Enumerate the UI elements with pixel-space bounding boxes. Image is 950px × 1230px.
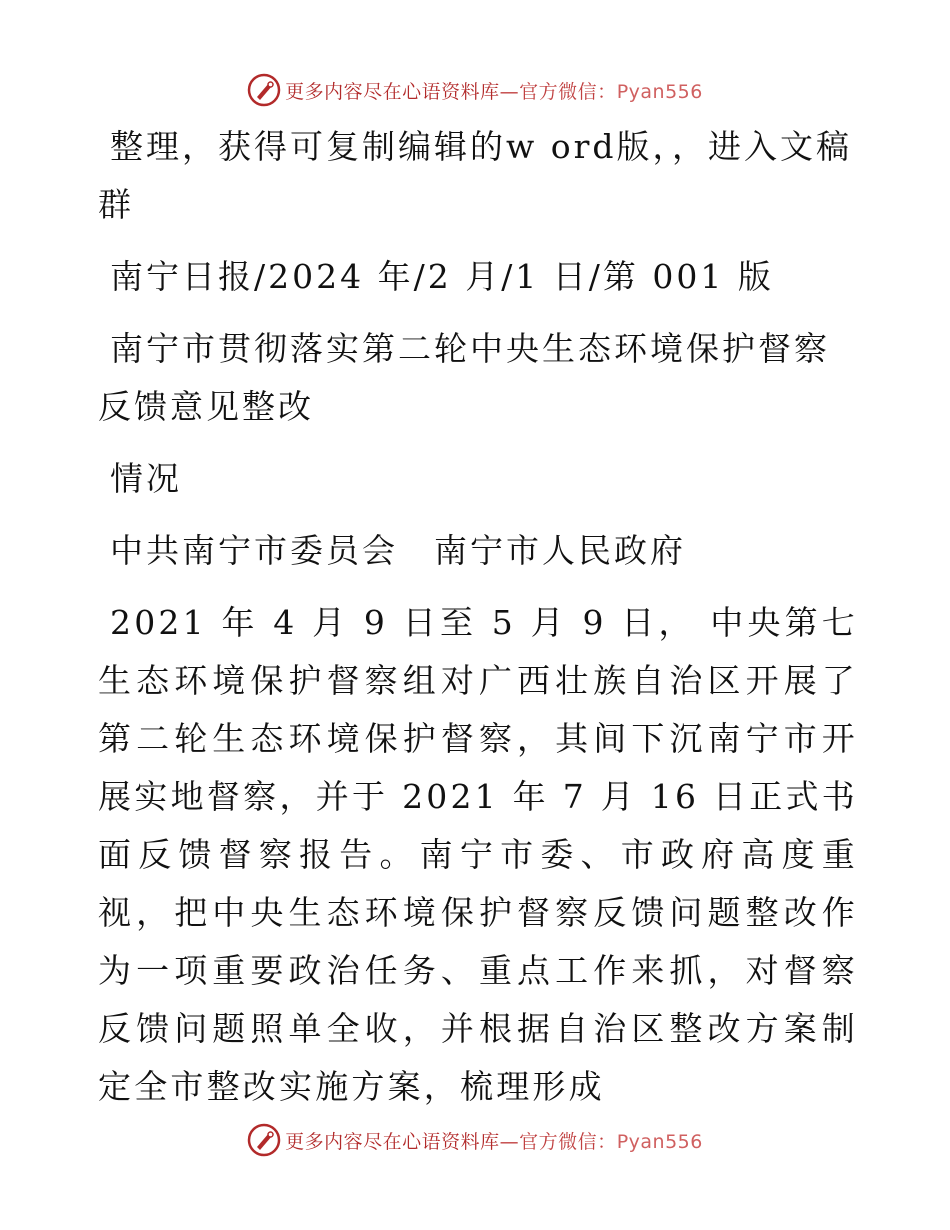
document-body <box>98 118 858 1130</box>
source-line: 南宁日报/2024 年/2 月/1 日/第 001 版 <box>110 257 774 296</box>
intro-paragraph: 整理，获得可复制编辑的w ord版，，进入文稿群 <box>98 127 853 224</box>
article-title: 南宁市贯彻落实第二轮中央生态环境保护督察反馈意见整改 <box>98 329 830 426</box>
body-paragraph: 2021 年 4 月 9 日至 5 月 9 日， 中央第七生态环境保护督察组对广西壮族自治区开展了第二轮生态环境保护督察，其间下沉南宁市开展实地督察，并于 2021 年 7 月 16 日正式书面反馈督察报告。南宁市委、市政府高度重视，把中央生态环境保护督察反馈问题整改作为一项重要政治任务、重点工作来抓，对督察反馈问题照单全收，并根据自治区整改方案制定全市整改实施方案，梳理形成 <box>98 603 858 1106</box>
logo-icon <box>247 1123 281 1157</box>
footer-banner <box>0 1120 950 1160</box>
header-banner-text: 更多内容尽在心语资料库—官方微信：Pyan556 <box>285 80 703 103</box>
article-title-continued: 情况 <box>110 459 182 498</box>
footer-banner-text: 更多内容尽在心语资料库—官方微信：Pyan556 <box>285 1130 703 1153</box>
article-author: 中共南宁市委员会 南宁市人民政府 <box>110 531 686 570</box>
logo-icon <box>247 73 281 107</box>
header-banner <box>0 70 950 110</box>
